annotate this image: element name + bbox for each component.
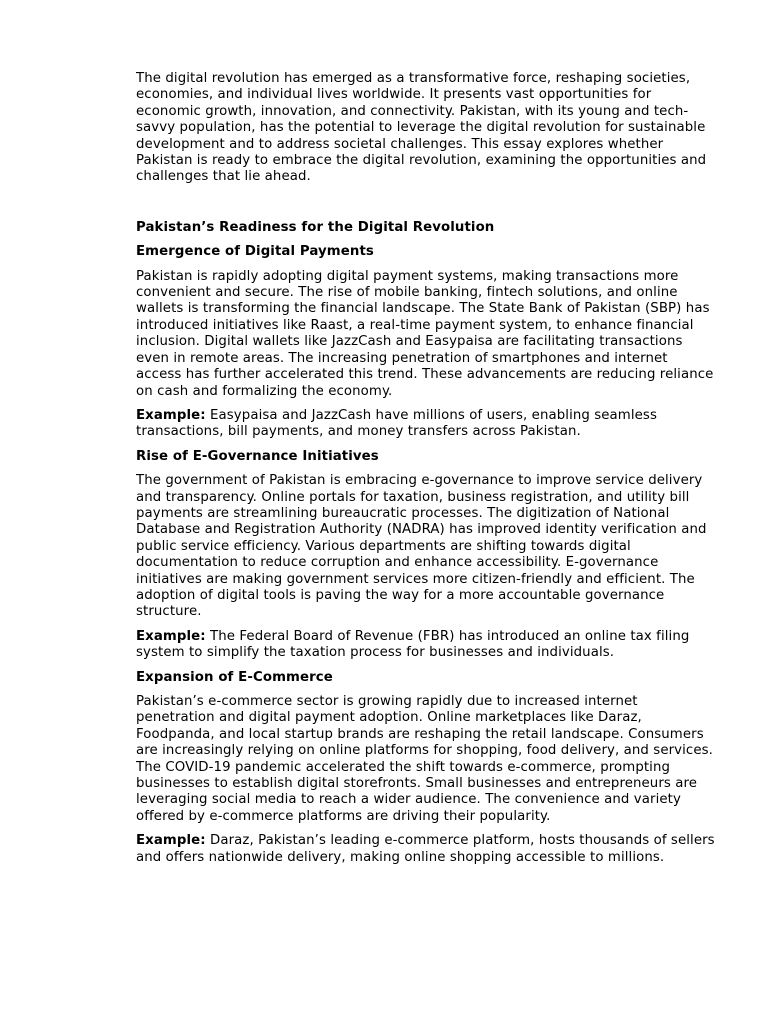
- example-label: Example:: [136, 628, 206, 644]
- section-heading: Expansion of E-Commerce: [136, 669, 333, 685]
- section-e-governance: [136, 449, 716, 662]
- document-body: [136, 71, 716, 874]
- section-e-commerce: [136, 670, 716, 866]
- example-paragraph: [136, 833, 716, 866]
- section-heading: Emergence of Digital Payments: [136, 244, 374, 260]
- section-paragraph: The government of Pakistan is embracing e-governance to improve service delivery and transparency. Online portals for taxation, business registration, and utility bill payments are streamlining bureaucratic processes. The digitization of National Database and Registration Authority (NADRA) has improved identity verification and public service efficiency. Various departments are shifting towards digital documentation to reduce corruption and enhance accessibility. E-governance initiatives are making government services more citizen-friendly and efficient. The adoption of digital tools is paving the way for a more accountable governance structure.: [136, 473, 707, 620]
- example-label: Example:: [136, 407, 206, 423]
- example-text: Easypaisa and JazzCash have millions of users, enabling seamless transactions, bill payments, and money transfers across Pakistan.: [136, 407, 657, 440]
- intro-paragraph: The digital revolution has emerged as a transformative force, reshaping societies, economies, and individual lives worldwide. It presents vast opportunities for economic growth, innovation, and connectivity. Pakistan, with its young and tech-savvy population, has the potential to leverage the digital revolution for sustainable development and to address societal challenges. This essay explores whether Pakistan is ready to embrace the digital revolution, examining the opportunities and challenges that lie ahead.: [136, 71, 707, 185]
- section-paragraph: Pakistan’s e-commerce sector is growing rapidly due to increased internet penetration and digital payment adoption. Online marketplaces like Daraz, Foodpanda, and local startup brands are reshaping the retail landscape. Consumers are increasingly relying on online platforms for shopping, food delivery, and services. The COVID-19 pandemic accelerated the shift towards e-commerce, prompting businesses to establish digital storefronts. Small businesses and entrepreneurs are leveraging social media to reach a wider audience. The convenience and variety offered by e-commerce platforms are driving their popularity.: [136, 694, 713, 824]
- example-text: The Federal Board of Revenue (FBR) has introduced an online tax filing system to simplify the taxation process for businesses and individuals.: [136, 628, 690, 661]
- main-heading: Pakistan’s Readiness for the Digital Revolution: [136, 219, 495, 235]
- example-label: Example:: [136, 833, 206, 849]
- section-digital-payments: [136, 244, 716, 440]
- example-paragraph: [136, 629, 716, 662]
- example-text: Daraz, Pakistan’s leading e-commerce platform, hosts thousands of sellers and offers nationwide delivery, making online shopping accessible to millions.: [136, 833, 715, 865]
- section-paragraph: Pakistan is rapidly adopting digital payment systems, making transactions more convenient and secure. The rise of mobile banking, fintech solutions, and online wallets is transforming the financial landscape. The State Bank of Pakistan (SBP) has introduced initiatives like Raast, a real-time payment system, to enhance financial inclusion. Digital wallets like JazzCash and Easypaisa are facilitating transactions even in remote areas. The increasing penetration of smartphones and internet access has further accelerated this trend. These advancements are reducing reliance on cash and formalizing the economy.: [136, 268, 714, 399]
- example-paragraph: [136, 408, 716, 441]
- section-heading: Rise of E-Governance Initiatives: [136, 448, 379, 464]
